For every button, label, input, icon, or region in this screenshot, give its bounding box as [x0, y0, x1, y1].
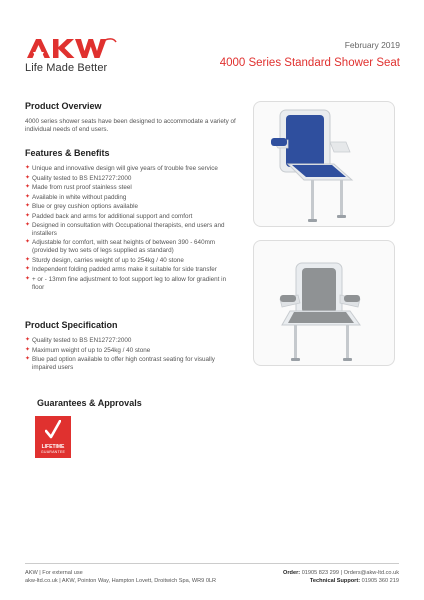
specification-list	[25, 337, 237, 372]
footer-right	[283, 569, 399, 585]
specification-heading: Product Specification	[25, 320, 118, 330]
features-list	[25, 165, 237, 292]
bullet-icon: ✦	[25, 222, 31, 228]
list-item: ✦ Adjustable for comfort, with seat heights of between 390 - 640mm (provided by two sets of legs supplied as standard)	[25, 239, 216, 255]
bullet-icon: ✦	[25, 256, 31, 263]
bullet-icon: ✦	[25, 184, 31, 190]
badge-line-1: LIFETIME	[41, 444, 65, 450]
list-item: ✦ Padded back and arms for additional support and comfort	[25, 212, 193, 220]
footer-usage-note: AKW | For external use	[25, 570, 83, 576]
specification-section	[25, 320, 237, 373]
list-item: ✦ + or - 13mm fine adjustment to foot support leg to allow for gradient in floor	[25, 275, 227, 291]
akw-logo	[25, 36, 125, 60]
overview-heading: Product Overview	[25, 101, 102, 111]
bullet-icon: ✦	[25, 346, 31, 353]
list-item: ✦ Made from rust proof stainless steel	[25, 184, 132, 191]
product-photo-grey-seat	[253, 240, 395, 366]
list-item: ✦ Quality tested to BS EN12727:2000	[25, 174, 132, 182]
footer-support-contact[interactable]: Technical Support: 01905 360 219	[309, 578, 399, 584]
checkmark-icon	[45, 420, 61, 440]
guarantees-heading: Guarantees & Approvals	[37, 398, 142, 408]
list-item: ✦ Independent folding padded arms make it suitable for side transfer	[25, 266, 217, 274]
akw-logo-icon	[25, 36, 117, 60]
document-title: 4000 Series Standard Shower Seat	[219, 57, 400, 69]
footer-divider	[25, 563, 399, 564]
list-item: ✦ Available in white without padding	[25, 193, 127, 201]
features-section	[25, 148, 237, 293]
footer-left	[25, 569, 216, 585]
lifetime-guarantee-badge	[35, 416, 71, 458]
list-item: ✦ Blue or grey cushion options available	[25, 203, 139, 210]
bullet-icon: ✦	[25, 193, 31, 200]
shower-seat-blue-image	[254, 102, 395, 227]
list-item: ✦ Quality tested to BS EN12727:2000	[25, 337, 132, 344]
overview-text: 4000 series shower seats have been designed to accommodate a variety of individual needs of end users.	[25, 118, 236, 133]
product-overview-section	[25, 101, 237, 134]
bullet-icon: ✦	[25, 174, 31, 181]
badge-line-2: GUARANTEE	[40, 450, 66, 454]
footer-order-contact[interactable]: Order: 01905 823 299 | Orders@akw-ltd.co.uk	[283, 570, 399, 576]
list-item: ✦ Blue pad option available to offer high contrast seating for visually impaired users	[25, 356, 215, 371]
bullet-icon: ✦	[25, 239, 31, 246]
bullet-icon: ✦	[25, 356, 31, 362]
document-date: February 2019	[344, 40, 400, 50]
features-heading: Features & Benefits	[25, 148, 110, 158]
bullet-icon: ✦	[25, 337, 31, 343]
list-item: ✦ Maximum weight of up to 254kg / 40 stone	[25, 346, 151, 354]
bullet-icon: ✦	[25, 212, 31, 219]
list-item: ✦ Unique and innovative design will give years of trouble free service	[25, 165, 218, 172]
brand-tagline: Life Made Better	[25, 62, 108, 74]
shower-seat-grey-image	[254, 241, 395, 366]
bullet-icon: ✦	[25, 165, 31, 171]
product-photo-blue-seat	[253, 101, 395, 227]
bullet-icon: ✦	[25, 266, 31, 273]
bullet-icon: ✦	[25, 203, 31, 209]
list-item: ✦ Sturdy design, carries weight of up to 254kg / 40 stone	[25, 256, 184, 264]
footer-address[interactable]: akw-ltd.co.uk | AKW, Pointon Way, Hampton Lovett, Droitwich Spa, WR9 0LR	[25, 578, 217, 584]
list-item: ✦ Designed in consultation with Occupational therapists, end users and installers	[25, 222, 225, 237]
bullet-icon: ✦	[25, 275, 31, 282]
